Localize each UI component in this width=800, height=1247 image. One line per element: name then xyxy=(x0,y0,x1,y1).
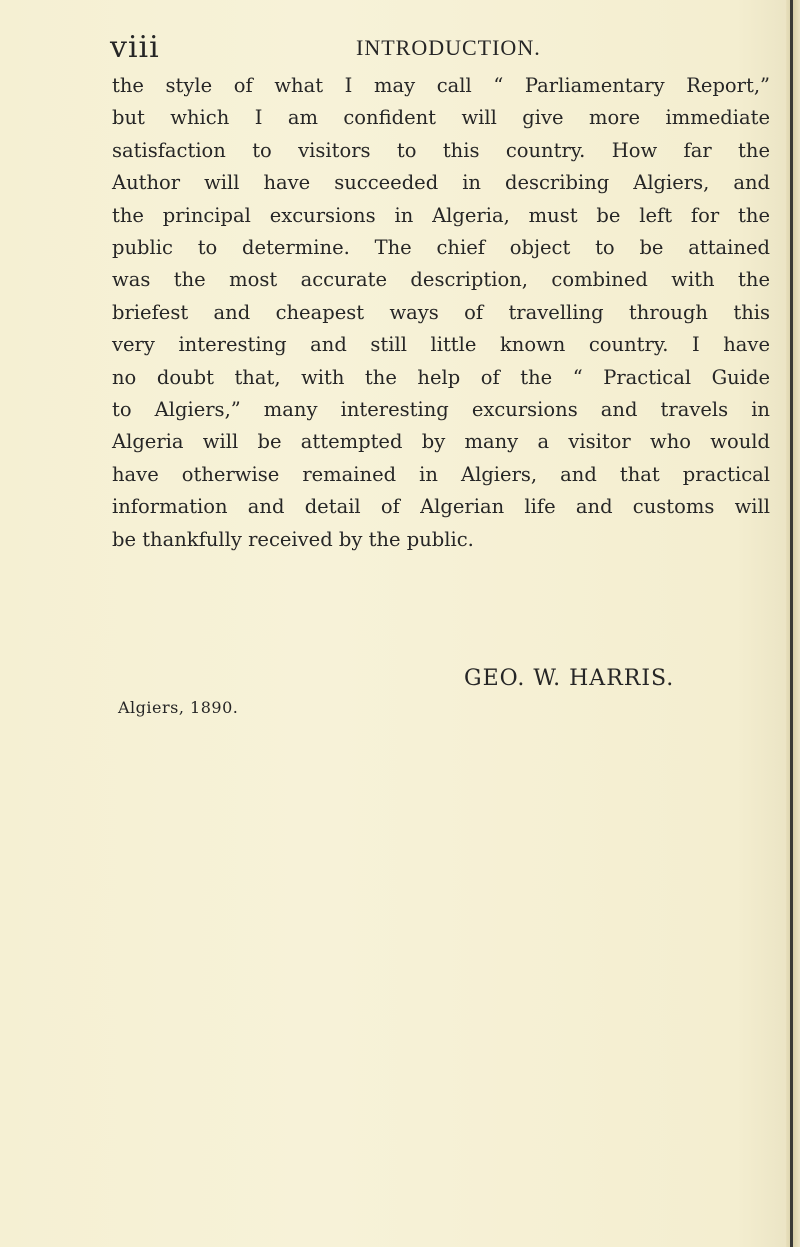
body-paragraph xyxy=(112,70,770,556)
text-line: have otherwise remained in Algiers, and that practical xyxy=(112,462,770,486)
place-date-line: Algiers, 1890. xyxy=(118,698,239,717)
text-line: satisfaction to visitors to this country. How far the xyxy=(112,138,770,162)
text-line: very interesting and still little known country. I have xyxy=(112,333,770,357)
page-number: viii xyxy=(110,30,160,65)
running-title: INTRODUCTION. xyxy=(356,35,541,60)
author-signature: GEO. W. HARRIS. xyxy=(464,666,675,691)
text-line: public to determine. The chief object to be attained xyxy=(112,236,770,260)
text-line: Author will have succeeded in describing Algiers, and xyxy=(112,171,770,195)
text-line: information and detail of Algerian life and customs will xyxy=(112,495,770,519)
running-head xyxy=(110,30,770,64)
binding-shadow xyxy=(790,0,793,1247)
text-line: be thankfully received by the public. xyxy=(112,527,474,551)
text-line: but which I am confident will give more immediate xyxy=(112,106,770,130)
text-line: to Algiers,” many interesting excursions and travels in xyxy=(112,398,770,422)
text-line: Algeria will be attempted by many a visitor who would xyxy=(112,430,770,454)
text-line: the principal excursions in Algeria, must be left for the xyxy=(112,203,770,227)
text-line: briefest and cheapest ways of travelling through this xyxy=(112,300,770,324)
text-line: was the most accurate description, combined with the xyxy=(112,268,770,292)
text-line: no doubt that, with the help of the “ Practical Guide xyxy=(112,365,770,389)
text-line: the style of what I may call “ Parliamentary Report,” xyxy=(112,74,770,97)
page-edge xyxy=(786,0,800,1247)
